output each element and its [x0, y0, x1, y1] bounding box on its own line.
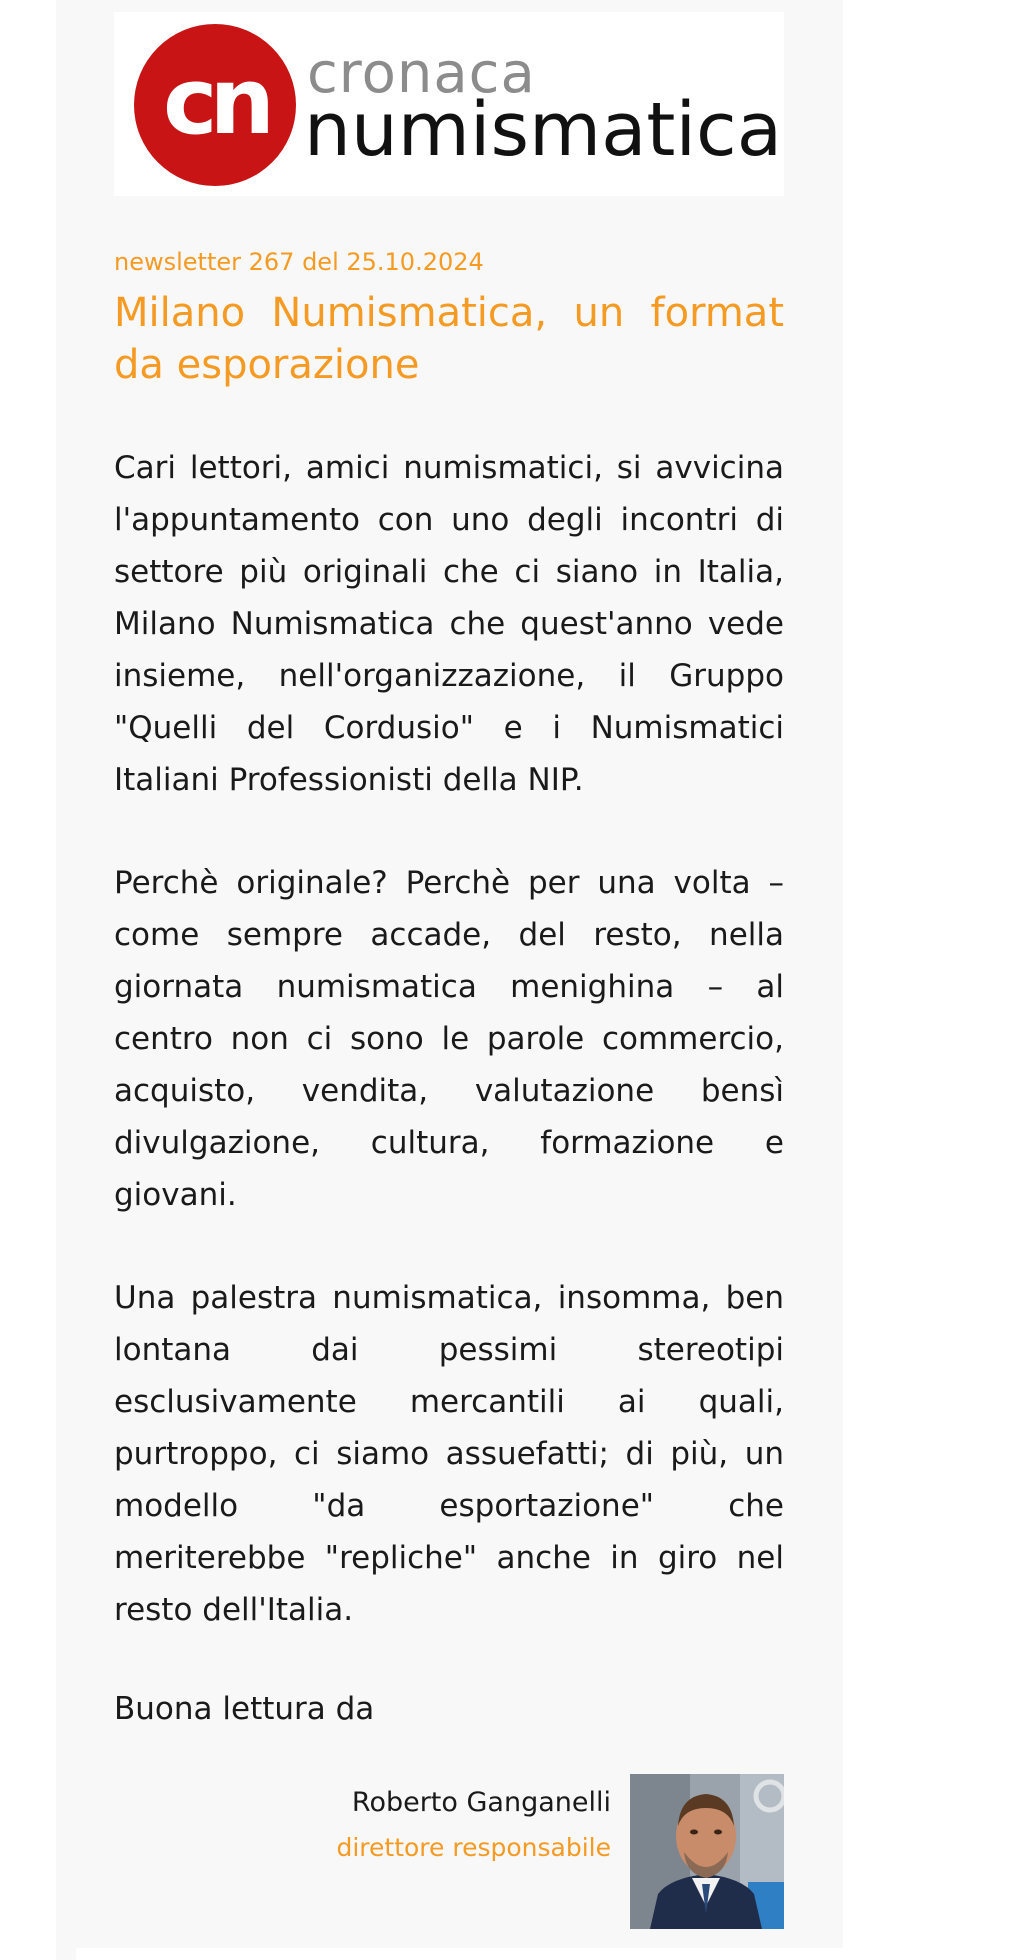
- signature-name: Roberto Ganganelli: [351, 1787, 611, 1818]
- author-portrait-photo: [630, 1774, 784, 1929]
- greeting: Buona lettura da: [114, 1691, 375, 1727]
- footer-divider: [76, 1948, 843, 1960]
- logo-monogram-circle: [134, 24, 296, 186]
- portrait-illustration: [630, 1774, 784, 1929]
- logo-word-numismatica: numismatica: [304, 87, 783, 173]
- logo-monogram: cn: [162, 48, 268, 155]
- newsletter-headline: Milano Numismatica, un format da esporazione: [114, 290, 784, 388]
- body-paragraph-3: Una palestra numismatica, insomma, ben lontana dai pessimi stereotipi esclusivamente mercantili ai quali, purtroppo, ci siamo assuefatti; di più, un modello "da esportazione" che meriterebbe "repliche" anche in giro nel resto dell'Italia.: [114, 1280, 784, 1628]
- body-paragraph-1: Cari lettori, amici numismatici, si avvicina l'appuntamento con uno degli incontri di settore più originali che ci siano in Italia, Milano Numismatica che quest'anno vede insieme, nell'organizzazione, il Gruppo "Quelli del Cordusio" e i Numismatici Italiani Professionisti della NIP.: [114, 450, 784, 798]
- body-paragraph-2: Perchè originale? Perchè per una volta – come sempre accade, del resto, nella giornata numismatica menighina – al centro non ci sono le parole commercio, acquisto, vendita, valutazione bensì divulgazione, cultura, formazione e giovani.: [114, 865, 784, 1213]
- newsletter-issue-line: newsletter 267 del 25.10.2024: [114, 248, 484, 276]
- signature-role: direttore responsabile: [336, 1833, 611, 1862]
- logo[interactable]: [114, 12, 784, 196]
- newsletter-column: [56, 0, 843, 1960]
- logo-word-cronaca: cronaca: [307, 41, 536, 106]
